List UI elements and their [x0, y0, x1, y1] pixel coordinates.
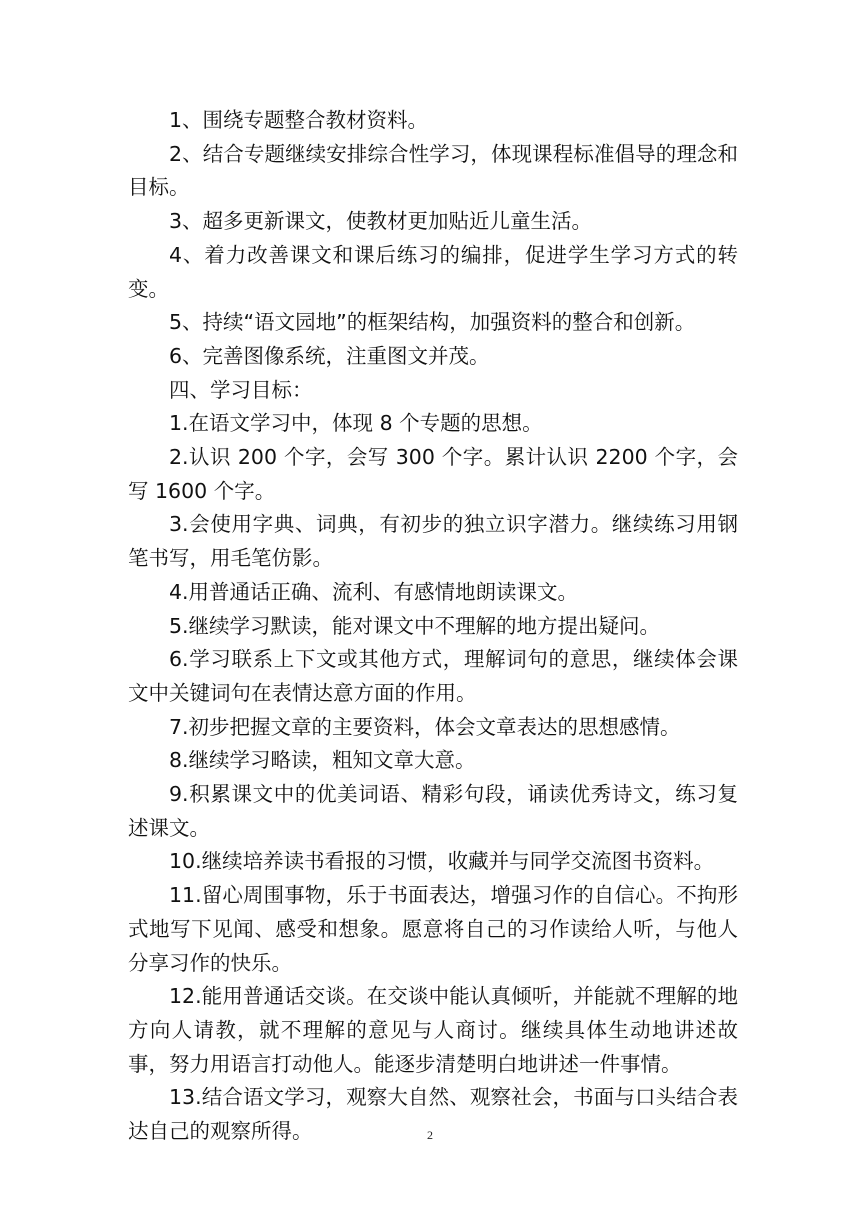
paragraph-6: 6、完善图像系统，注重图文并茂。 [169, 343, 490, 368]
goal-10: 10.继续培养读书看报的习惯，收藏并与同学交流图书资料。 [169, 849, 715, 874]
goal-8: 8.继续学习略读，粗知文章大意。 [169, 748, 476, 773]
goal-3: 3.会使用字典、词典，有初步的独立识字潜力。继续练习用钢笔书写，用毛笔仿影。 [128, 512, 738, 571]
section-heading-learning-goals: 四、学习目标： [169, 377, 313, 402]
paragraph-3: 3、超多更新课文，使教材更加贴近儿童生活。 [169, 209, 593, 234]
goal-6: 6.学习联系上下文或其他方式，理解词句的意思，继续体会课文中关键词句在表情达意方面的作用。 [128, 647, 738, 705]
page-number: 2 [427, 1128, 433, 1142]
paragraph-4: 4、着力改善课文和课后练习的编排，促进学生学习方式的转变。 [128, 242, 738, 301]
goal-13: 13.结合语文学习，观察大自然、观察社会，书面与口头结合表达自己的观察所得。 [128, 1085, 738, 1144]
goal-1: 1.在语文学习中，体现 8 个专题的思想。 [169, 411, 543, 436]
paragraph-1: 1、围绕专题整合教材资料。 [169, 108, 429, 132]
goal-9: 9.积累课文中的优美词语、精彩句段，诵读优秀诗文，练习复述课文。 [128, 782, 738, 840]
goal-2: 2.认识 200 个字，会写 300 个字。累计认识 2200 个字，会写 1600 个字。 [128, 445, 738, 503]
goal-5: 5.继续学习默读，能对课文中不理解的地方提出疑问。 [169, 613, 661, 638]
paragraph-2: 2、结合专题继续安排综合性学习，体现课程标准倡导的理念和目标。 [128, 141, 738, 200]
goal-4: 4.用普通话正确、流利、有感情地朗读课文。 [169, 579, 579, 604]
paragraph-5: 5、持续“语文园地”的框架结构，加强资料的整合和创新。 [169, 310, 696, 335]
goal-11: 11.留心周围事物，乐于书面表达，增强习作的自信心。不拘形式地写下见闻、感受和想象。愿意将自己的习作读给人听，与他人分享习作的快乐。 [128, 883, 738, 975]
goal-12: 12.能用普通话交谈。在交谈中能认真倾听，并能就不理解的地方向人请教，就不理解的意见与人商讨。继续具体生动地讲述故事，努力用语言打动他人。能逐步清楚明白地讲述一件事情。 [128, 984, 738, 1076]
document-body [128, 104, 738, 1149]
goal-7: 7.初步把握文章的主要资料，体会文章表达的思想感情。 [169, 714, 681, 739]
